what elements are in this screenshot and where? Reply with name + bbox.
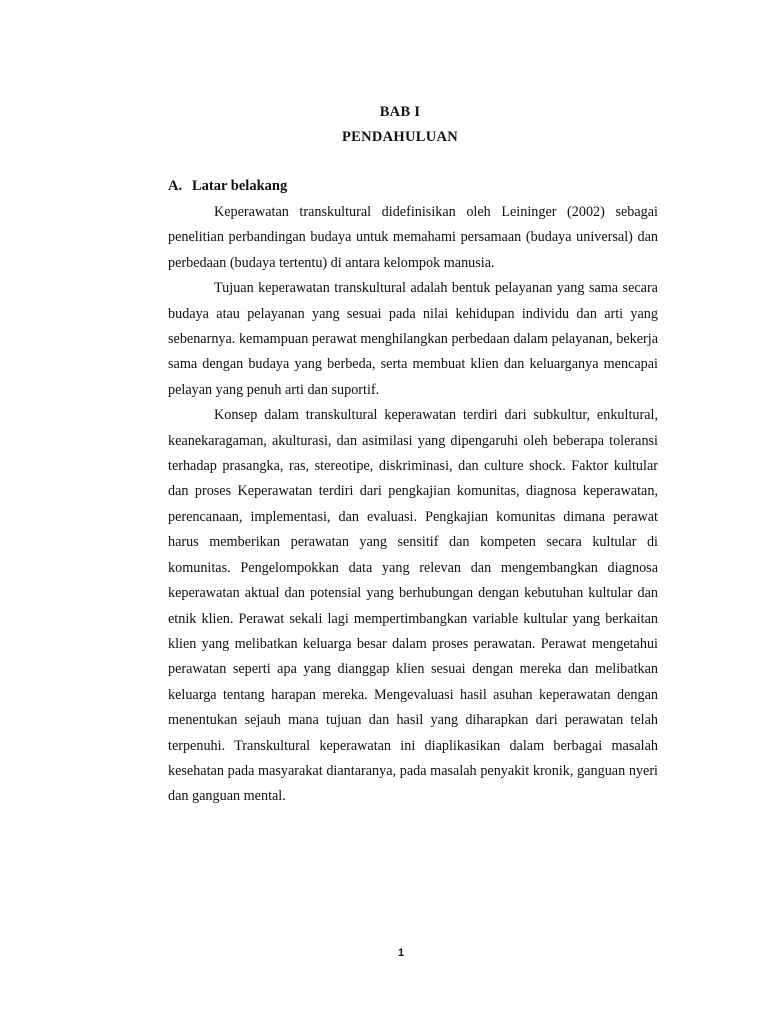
paragraph-3: Konsep dalam transkultural keperawatan terdiri dari subkultur, enkultural, keanekaragaman, akulturasi, dan asimilasi yang dipengaruhi oleh beberapa toleransi terhadap prasangka, ras, stereotipe, diskriminasi, dan culture shock. Faktor kultular dan proses Keperawatan terdiri dari pengkajian komunitas, diagnosa keperawatan, perencanaan, implementasi, dan evaluasi. Pengkajian komunitas dimana perawat harus memberikan perawatan yang sensitif dan kompeten secara kultular di komunitas. Pengelompokkan data yang relevan dan mengembangkan diagnosa keperawatan aktual dan potensial yang berhubungan dengan kebutuhan kultular dan etnik klien. Perawat sekali lagi mempertimbangkan variable kultular yang berkaitan klien yang melibatkan keluarga besar dalam proses perawatan. Perawat mengetahui perawatan seperti apa yang dianggap klien sesuai dengan mereka dan melibatkan keluarga tentang harapan mereka. Mengevaluasi hasil asuhan keperawatan dengan menentukan sejauh mana tujuan dan hasil yang diharapkan dari perawatan telah terpenuhi. Transkultural keperawatan ini diaplikasikan dalam berbagai masalah kesehatan pada masyarakat diantaranya, pada masalah penyakit kronik, ganguan nyeri dan ganguan mental. [168,407,658,805]
chapter-title: PENDAHULUAN [341,129,459,145]
section-heading [168,178,287,195]
page-number: 1 [397,947,405,959]
section-letter: A. [168,178,183,194]
paragraph-2: Tujuan keperawatan transkultural adalah bentuk pelayanan yang sama secara budaya atau pelayanan yang sesuai pada nilai kehidupan individu dan arti yang sebenarnya. kemampuan perawat menghilangkan perbedaan dalam pelayanan, bekerja sama dengan budaya yang berbeda, serta membuat klien dan keluarganya mencapai pelayan yang penuh arti dan suportif. [168,280,658,398]
section-title: Latar belakang [192,178,288,194]
paragraph-1: Keperawatan transkultural didefinisikan oleh Leininger (2002) sebagai penelitian perbandingan budaya untuk memahami persamaan (budaya universal) dan perbedaan (budaya tertentu) di antara kelompok manusia. [168,204,658,271]
body-text [168,200,658,810]
chapter-number: BAB I [379,104,421,120]
